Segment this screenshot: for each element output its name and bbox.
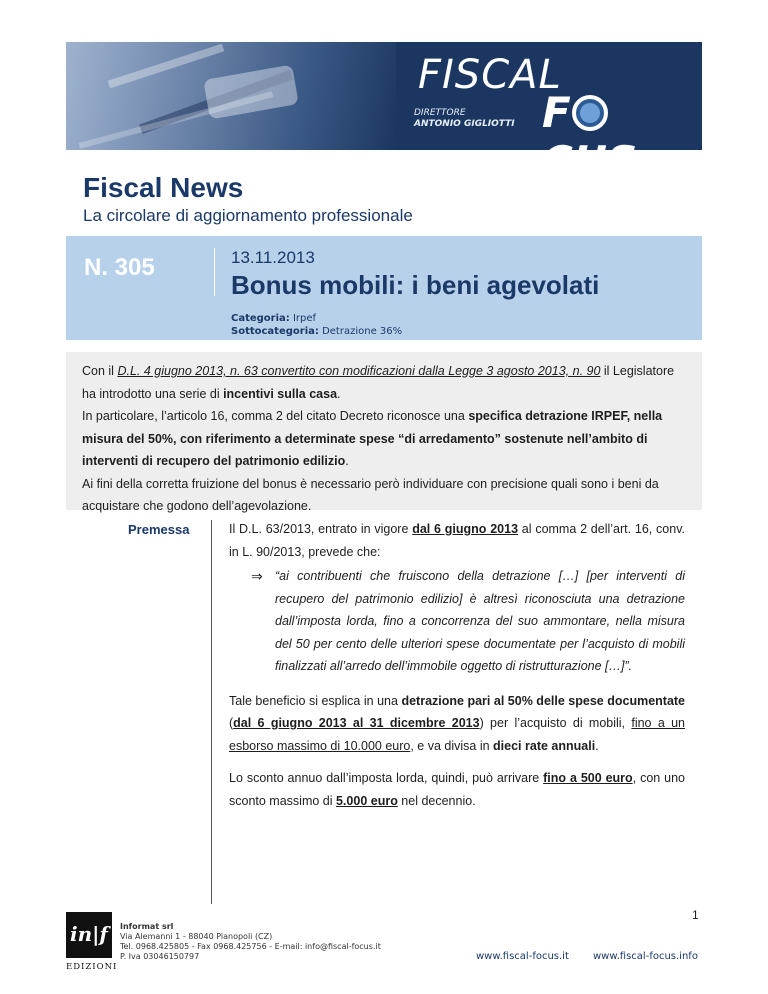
header-banner (66, 42, 702, 186)
category-info: Categoria: Irpef Sottocategoria: Detrazione 36% (231, 313, 403, 337)
arrow-icon: ⇒ (251, 568, 263, 584)
quote-block (251, 565, 685, 678)
issue-number: N. 305 (84, 254, 155, 281)
issue-date: 13.11.2013 (231, 248, 315, 267)
article-headline: Bonus mobili: i beni agevolati (231, 270, 600, 300)
banner-photo (66, 42, 396, 150)
intro-box (66, 352, 702, 513)
section-body (229, 518, 685, 822)
section-divider (211, 520, 212, 904)
issue-header (66, 236, 702, 340)
intro-paragraph: Ai fini della corretta fruizione del bonus è necessario però individuare con precisione quali sono i beni da acquistare che godono dell’agevolazione. (82, 476, 659, 513)
body-paragraph: Lo sconto annuo dall’imposta lorda, quindi, può arrivare fino a 500 euro, con uno sconto massimo di 5.000 euro nel decennio. (229, 771, 685, 808)
publisher-edizioni: EDIZIONI (66, 962, 118, 972)
publication-title: Fiscal News (83, 172, 244, 203)
publication-subtitle: La circolare di aggiornamento professionale (83, 206, 413, 225)
intro-paragraph: Con il D.L. 4 giugno 2013, n. 63 convertito con modificazioni dalla Legge 3 agosto 2013, n. 90 il Legislatore ha introdotto una serie di incentivi sulla casa. (82, 364, 675, 401)
divider (214, 248, 215, 296)
section-label: Premessa (128, 522, 190, 537)
globe-icon (572, 95, 608, 131)
body-paragraph: Tale beneficio si esplica in una detrazione pari al 50% delle spese documentate (dal 6 giugno 2013 al 31 dicembre 2013) per l’acquisto di mobili, fino a un esborso massimo di 10.000 euro, e va divisa in dieci rate annuali. (229, 693, 686, 753)
quote-text: “ai contribuenti che fruiscono della detrazione […] [per interventi di recupero del patrimonio edilizio] è altresì riconosciuta una detrazione dall’imposta lorda, fino a concorrenza del suo ammontare, nella misura del 50 per cento delle ulteriori spese documentate per l’acquisto di mobili finalizzati all’arredo dell’immobile oggetto di ristrutturazione […]”. (275, 569, 685, 673)
website-link-it[interactable]: www.fiscal-focus.it (476, 951, 569, 962)
brand-fiscal: FISCAL (418, 52, 562, 98)
page-number: 1 (692, 908, 699, 922)
website-link-info[interactable]: www.fiscal-focus.info (593, 951, 698, 962)
director-credit: DIRETTORE ANTONIO GIGLIOTTI (414, 108, 515, 129)
intro-paragraph: In particolare, l’articolo 16, comma 2 del citato Decreto riconosce una specifica detrazione IRPEF, nella misura del 50%, con riferimento a determinate spese “di arredamento” sostenute nell’ambito di interventi di recupero del patrimonio edilizio. (82, 409, 663, 468)
brand-focus: FCUS (542, 88, 638, 186)
publisher-logo: in|f (66, 912, 112, 958)
body-paragraph: Il D.L. 63/2013, entrato in vigore dal 6 giugno 2013 al comma 2 dell’art. 16, conv. in L. 90/2013, prevede che: (229, 522, 685, 559)
company-info: Informat srl Via Alemanni 1 - 88040 Pianopoli (CZ) Tel. 0968.425805 - Fax 0968.425756 - E-mail: info@fiscal-focus.it P. Iva 03046150797 (120, 922, 381, 961)
